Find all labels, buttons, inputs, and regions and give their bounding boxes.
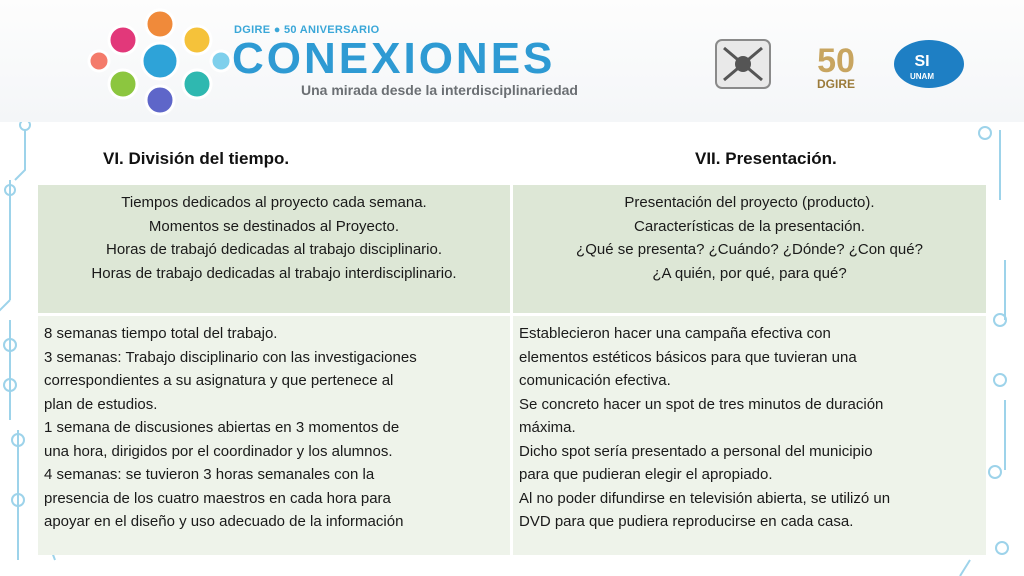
si-logo-text: SI — [914, 53, 930, 70]
cell-line: DVD para que pudiera reproducirse en cada casa. — [519, 513, 854, 530]
header-banner — [0, 0, 1024, 122]
cell-line: una hora, dirigidos por el coordinador y los alumnos. — [44, 442, 393, 460]
cell-line: apoyar en el diseño y uso adecuado de la información — [44, 513, 404, 530]
content-table — [38, 185, 986, 555]
dgire-logo-number: 50 — [817, 42, 855, 80]
cell-line: Se concreto hacer un spot de tres minutos de duración — [519, 395, 884, 413]
table-cell-top-left — [38, 185, 510, 313]
conexiones-logo-icon — [85, 6, 235, 116]
cell-line: para que pudieran elegir el apropiado. — [519, 466, 773, 483]
table-cell-bottom-right — [510, 313, 986, 555]
cell-line: comunicación efectiva. — [519, 372, 671, 389]
cell-line: Horas de trabajó dedicadas al trabajo disciplinario. — [105, 241, 443, 258]
cell-line: elementos estéticos básicos para que tuvieran una — [519, 348, 857, 366]
cell-line: 1 semana de discusiones abiertas en 3 momentos de — [44, 419, 400, 436]
cell-line: Establecieron hacer una campaña efectiva con — [519, 325, 831, 342]
brand-title: CONEXIONES — [232, 34, 556, 83]
cell-line: Momentos se destinados al Proyecto. — [148, 217, 400, 235]
cell-line: Al no poder difundirse en televisión abierta, se utilizó un — [519, 489, 891, 507]
cell-line: presencia de los cuatro maestros en cada hora para — [44, 489, 391, 507]
table-cell-bottom-left — [38, 313, 510, 555]
unam-seal-icon — [710, 38, 776, 90]
cell-line: plan de estudios. — [44, 395, 158, 413]
cell-line: correspondientes a su asignatura y que pertenece al — [44, 372, 394, 389]
cell-line: 4 semanas: se tuvieron 3 horas semanales con la — [44, 466, 375, 483]
table-cell-top-right — [510, 185, 986, 313]
cell-line: Tiempos dedicados al proyecto cada semana. — [121, 194, 427, 211]
dgire-logo-text: DGIRE — [816, 77, 856, 90]
cell-line: 8 semanas tiempo total del trabajo. — [44, 325, 278, 342]
cell-line: Presentación del proyecto (producto). — [624, 194, 875, 211]
cell-line: Dicho spot sería presentado a personal del municipio — [519, 442, 873, 460]
section-heading-presentation: VII. Presentación. — [695, 149, 837, 168]
dgire-50-logo-icon — [796, 38, 876, 90]
si-unam-logo-icon — [892, 38, 966, 90]
section-heading-time-division: VI. División del tiempo. — [103, 149, 290, 168]
cell-line: 3 semanas: Trabajo disciplinario con las investigaciones — [44, 348, 417, 366]
cell-line: ¿A quién, por qué, para qué? — [652, 264, 847, 282]
cell-line: máxima. — [519, 419, 576, 436]
brand-subtitle: Una mirada desde la interdisciplinariedad — [301, 82, 578, 98]
cell-line: ¿Qué se presenta? ¿Cuándo? ¿Dónde? ¿Con qué? — [576, 241, 923, 258]
cell-line: Características de la presentación. — [634, 217, 865, 235]
si-logo-subtext: UNAM — [910, 72, 934, 81]
anniversary-tagline: DGIRE ● 50 ANIVERSARIO — [234, 24, 380, 36]
cell-line: Horas de trabajo dedicadas al trabajo interdisciplinario. — [91, 264, 457, 282]
